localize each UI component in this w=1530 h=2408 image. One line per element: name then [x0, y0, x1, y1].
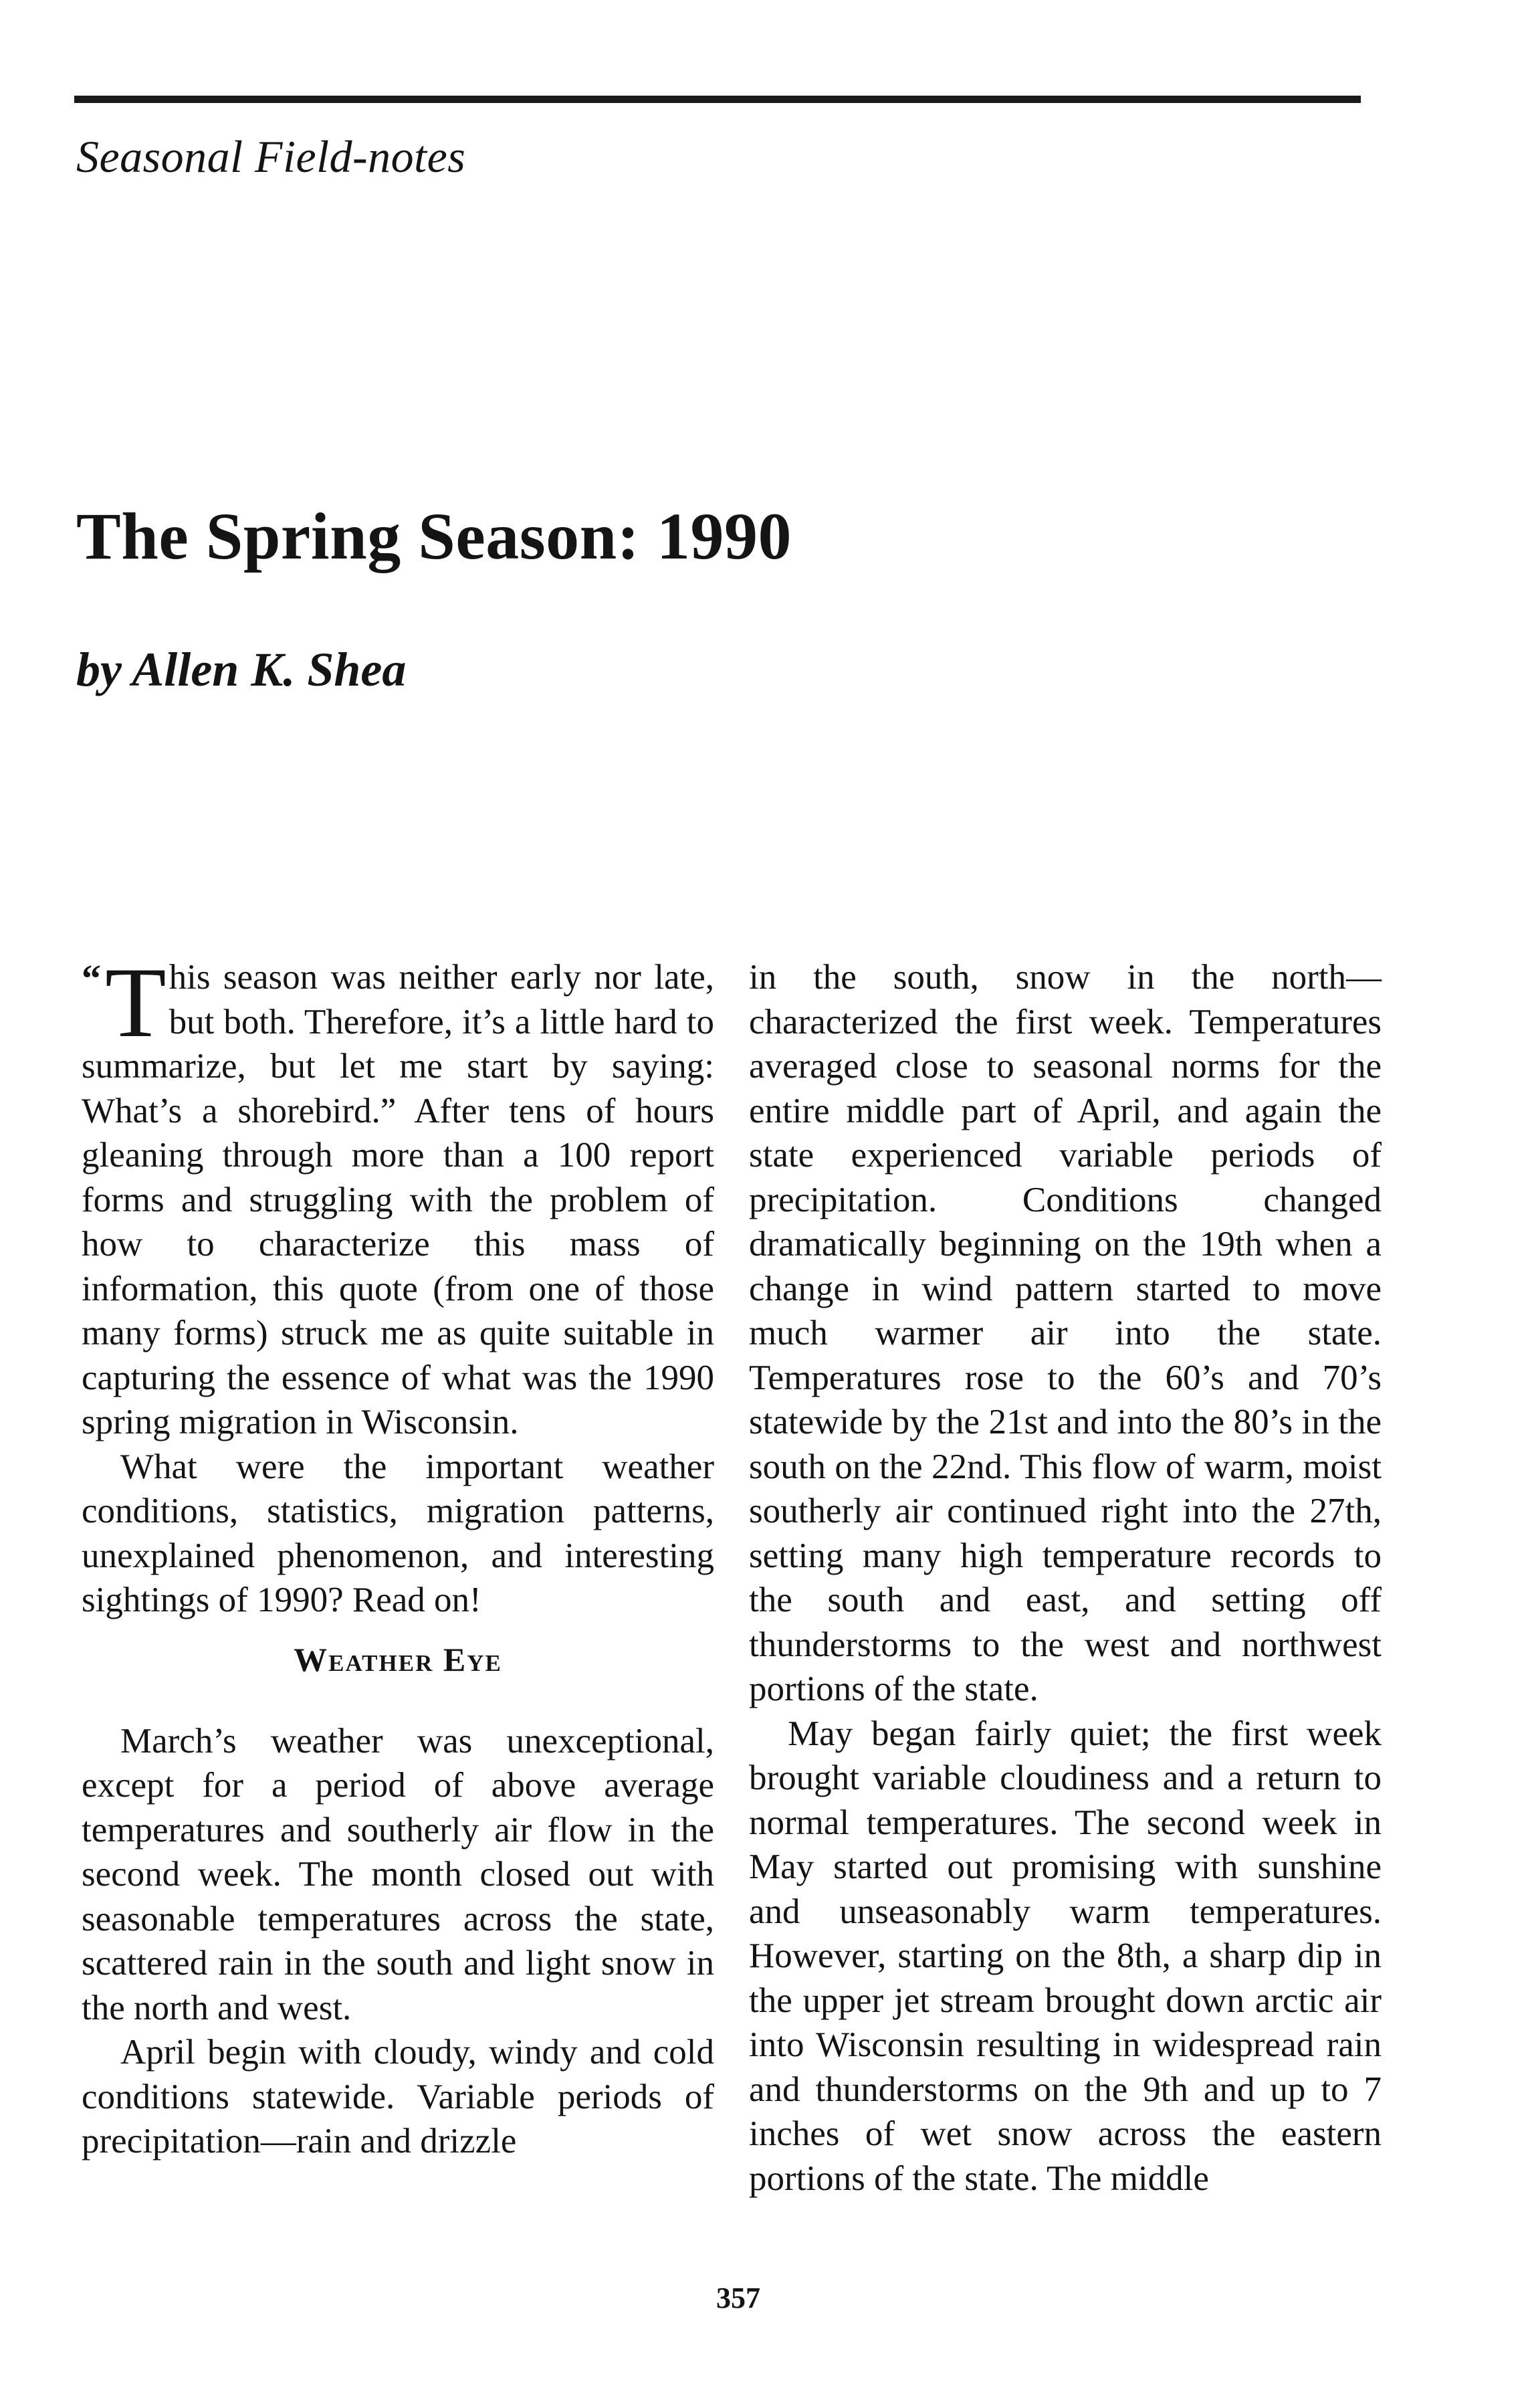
intro-paragraph: [82, 947, 714, 1445]
intro-paragraph-text: his season was neither early nor late, but both. Therefore, it’s a little hard to summarize, but let me start by saying: What’s a shorebird.” After tens of hours gleaning through more than a 100 report forms and struggling with the problem of how to characterize this mass of information, this quote (from one of those many forms) struck me as quite suitable in capturing the essence of what was the 1990 spring migration in Wisconsin.: [82, 958, 714, 1441]
drop-cap: T: [105, 947, 167, 1058]
paragraph-may: May began fairly quiet; the first week brought variable cloudiness and a return to normal temperatures. The second week in May started out promising with sunshine and unseasonably warm temperatures. However, starting on the 8th, a sharp dip in the upper jet stream brought down arctic air into Wisconsin resulting in widespread rain and thunderstorms on the 9th and up to 7 inches of wet snow across the eastern portions of the state. The middle: [749, 1714, 1382, 2198]
text-column-right: [749, 955, 1382, 2201]
paragraph-april-start: April begin with cloudy, windy and cold conditions statewide. Variable periods of precipitation—rain and drizzle: [82, 2033, 714, 2161]
subhead-weather-eye: Weather Eye: [294, 1640, 502, 1678]
article-byline: by Allen K. Shea: [76, 643, 407, 696]
article-title: The Spring Season: 1990: [76, 499, 792, 573]
opening-quote-mark: “: [82, 957, 104, 1000]
header-rule: [74, 96, 1361, 103]
text-column-left: [82, 947, 714, 2164]
paragraph-questions: What were the important weather conditions, statistics, migration patterns, unexplained phenomenon, and interesting sightings of 1990? Read on!: [82, 1447, 714, 1619]
paragraph-april-continued: in the south, snow in the north—characterized the first week. Temperatures averaged close to seasonal norms for the entire middle part of April, and again the state experienced variable periods of precipitation. Conditions changed dramatically beginning on the 19th when a change in wind pattern started to move much warmer air into the state. Temperatures rose to the 60’s and 70’s statewide by the 21st and into the 80’s in the south on the 22nd. This flow of warm, moist southerly air continued right into the 27th, setting many high temperature records to the south and east, and setting off thunderstorms to the west and northwest portions of the state.: [749, 958, 1382, 1708]
section-label: Seasonal Field-notes: [76, 131, 466, 182]
page-number: 357: [716, 2282, 760, 2314]
paragraph-march: March’s weather was unexceptional, except for a period of above average temperatures and southerly air flow in the second week. The month closed out with seasonable temperatures across the state, scattered rain in the south and light snow in the north and west.: [82, 1721, 714, 2027]
